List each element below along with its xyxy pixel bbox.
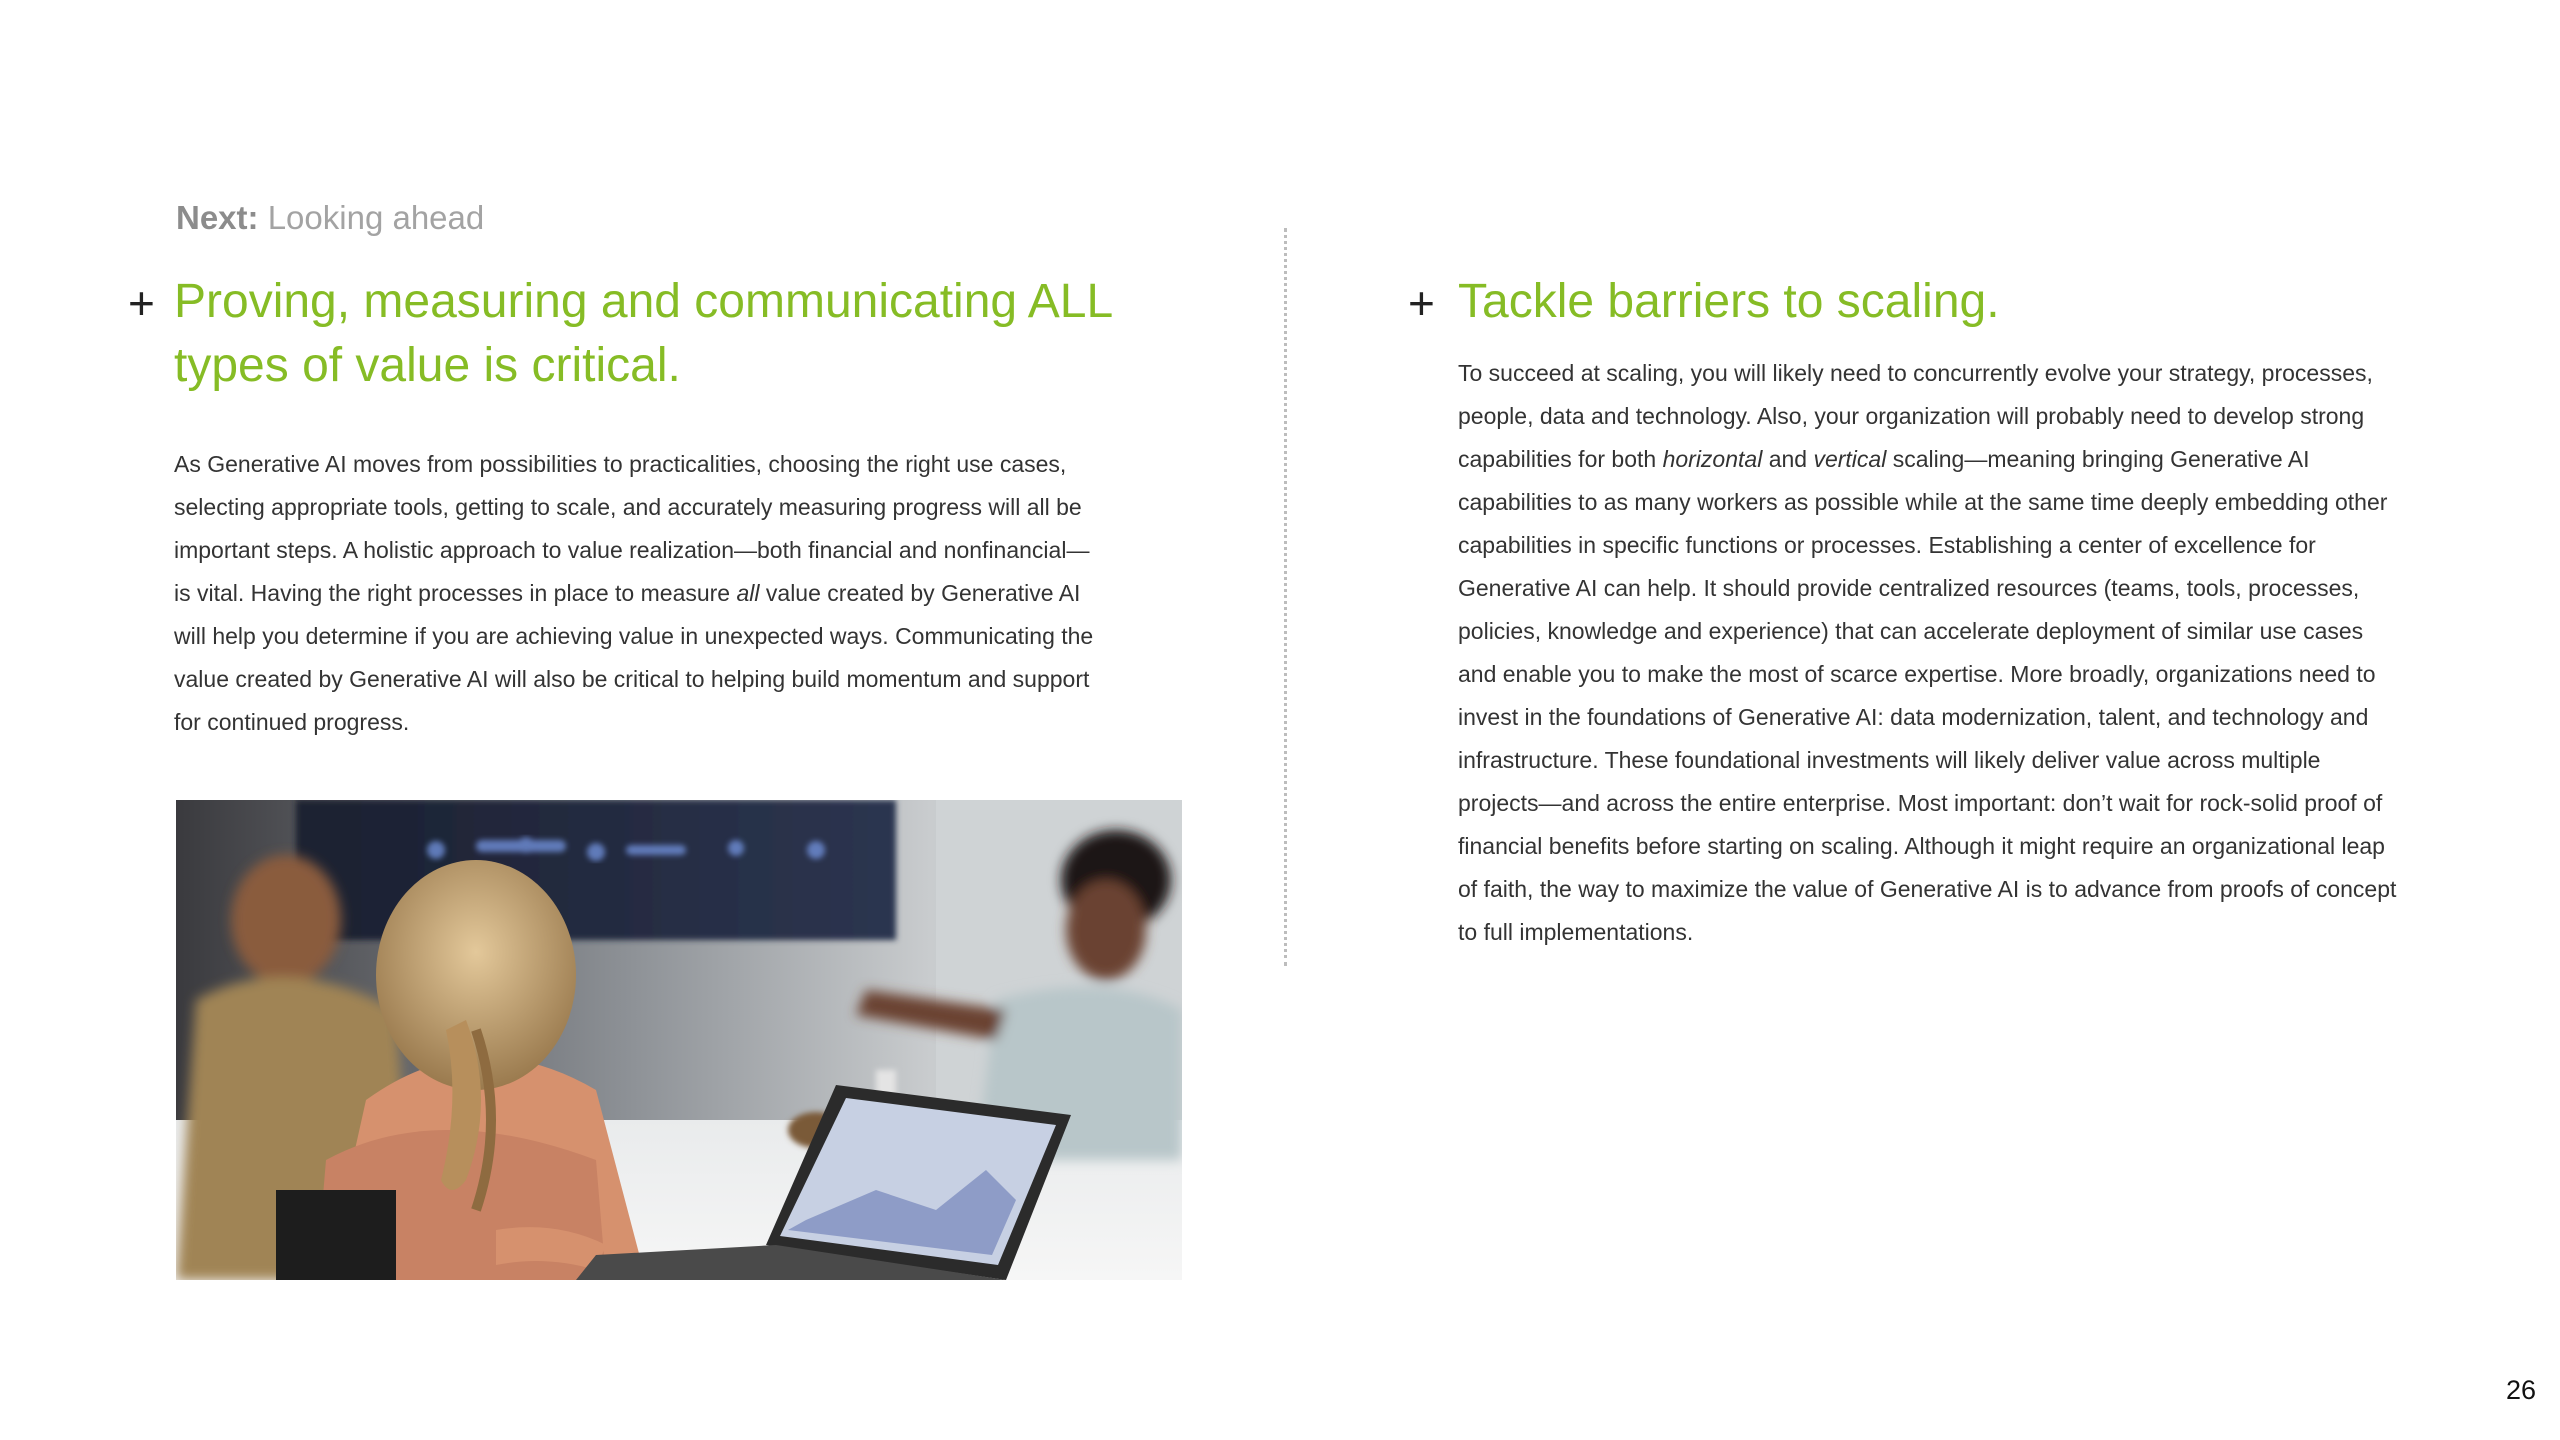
- left-heading: Proving, measuring and communicating ALL types of value is critical.: [174, 275, 1112, 392]
- right-body-emphasis-vertical: vertical: [1813, 446, 1887, 472]
- page-number: 26: [2505, 1375, 2536, 1405]
- meeting-photo: [176, 800, 1182, 1280]
- right-body-text-3: scaling—meaning bringing Generative AI capabilities to as many workers as possible while at the same time deeply embedding other capabilities in specific functions or processes. Establishing a center of excellence for Generative AI can help. It should provide centralized resources (teams, tools, processes, policies, knowledge and experience) that can accelerate deployment of similar use cases and enable you to make the most of scarce expertise. More broadly, organizations need to invest in the foundations of Generative AI: data modernization, talent, and technology and infrastructure. These foundational investments will likely deliver value across multiple projects—and across the entire enterprise. Most important: don’t wait for rock-solid proof of financial benefits before starting on scaling. Although it might require an organizational leap of faith, the way to maximize the value of Generative AI is to advance from proofs of concept to full implementations.: [1458, 446, 2397, 945]
- meeting-photo-illustration: [176, 800, 1182, 1280]
- next-prefix: Next:: [176, 199, 259, 236]
- left-body-text-1: As Generative AI moves from possibilities to practicalities, choosing the right use cases, selecting appropriate tools, getting to scale, and accurately measuring progress will all be important steps. A holistic approach to value realization—both financial and nonfinancial—is vital. Having the right processes in place to measure: [174, 451, 1090, 606]
- next-section-label[interactable]: [176, 196, 484, 240]
- next-section-title: Looking ahead: [267, 199, 485, 236]
- right-plus-icon: +: [1408, 277, 1435, 329]
- right-body-emphasis-horizontal: horizontal: [1662, 446, 1763, 472]
- left-plus-icon: +: [128, 277, 155, 329]
- right-body-paragraph: [1458, 352, 2398, 954]
- left-body-emphasis: all: [736, 580, 760, 606]
- right-heading: Tackle barriers to scaling.: [1458, 275, 2000, 328]
- left-body-text-2: value created by Generative AI will help you determine if you are achieving value in unexpected ways. Communicating the value created by Generative AI will also be critical to helping build momentum and support for continued progress.: [174, 580, 1094, 735]
- right-body-text-1: To succeed at scaling, you will likely need to concurrently evolve your strategy, processes, people, data and technology. Also, your organization will probably need to develop strong capabilities for both: [1458, 360, 2373, 472]
- left-body-paragraph: [174, 443, 1104, 744]
- right-body-text-2: and: [1762, 446, 1814, 472]
- column-divider: [1284, 228, 1287, 966]
